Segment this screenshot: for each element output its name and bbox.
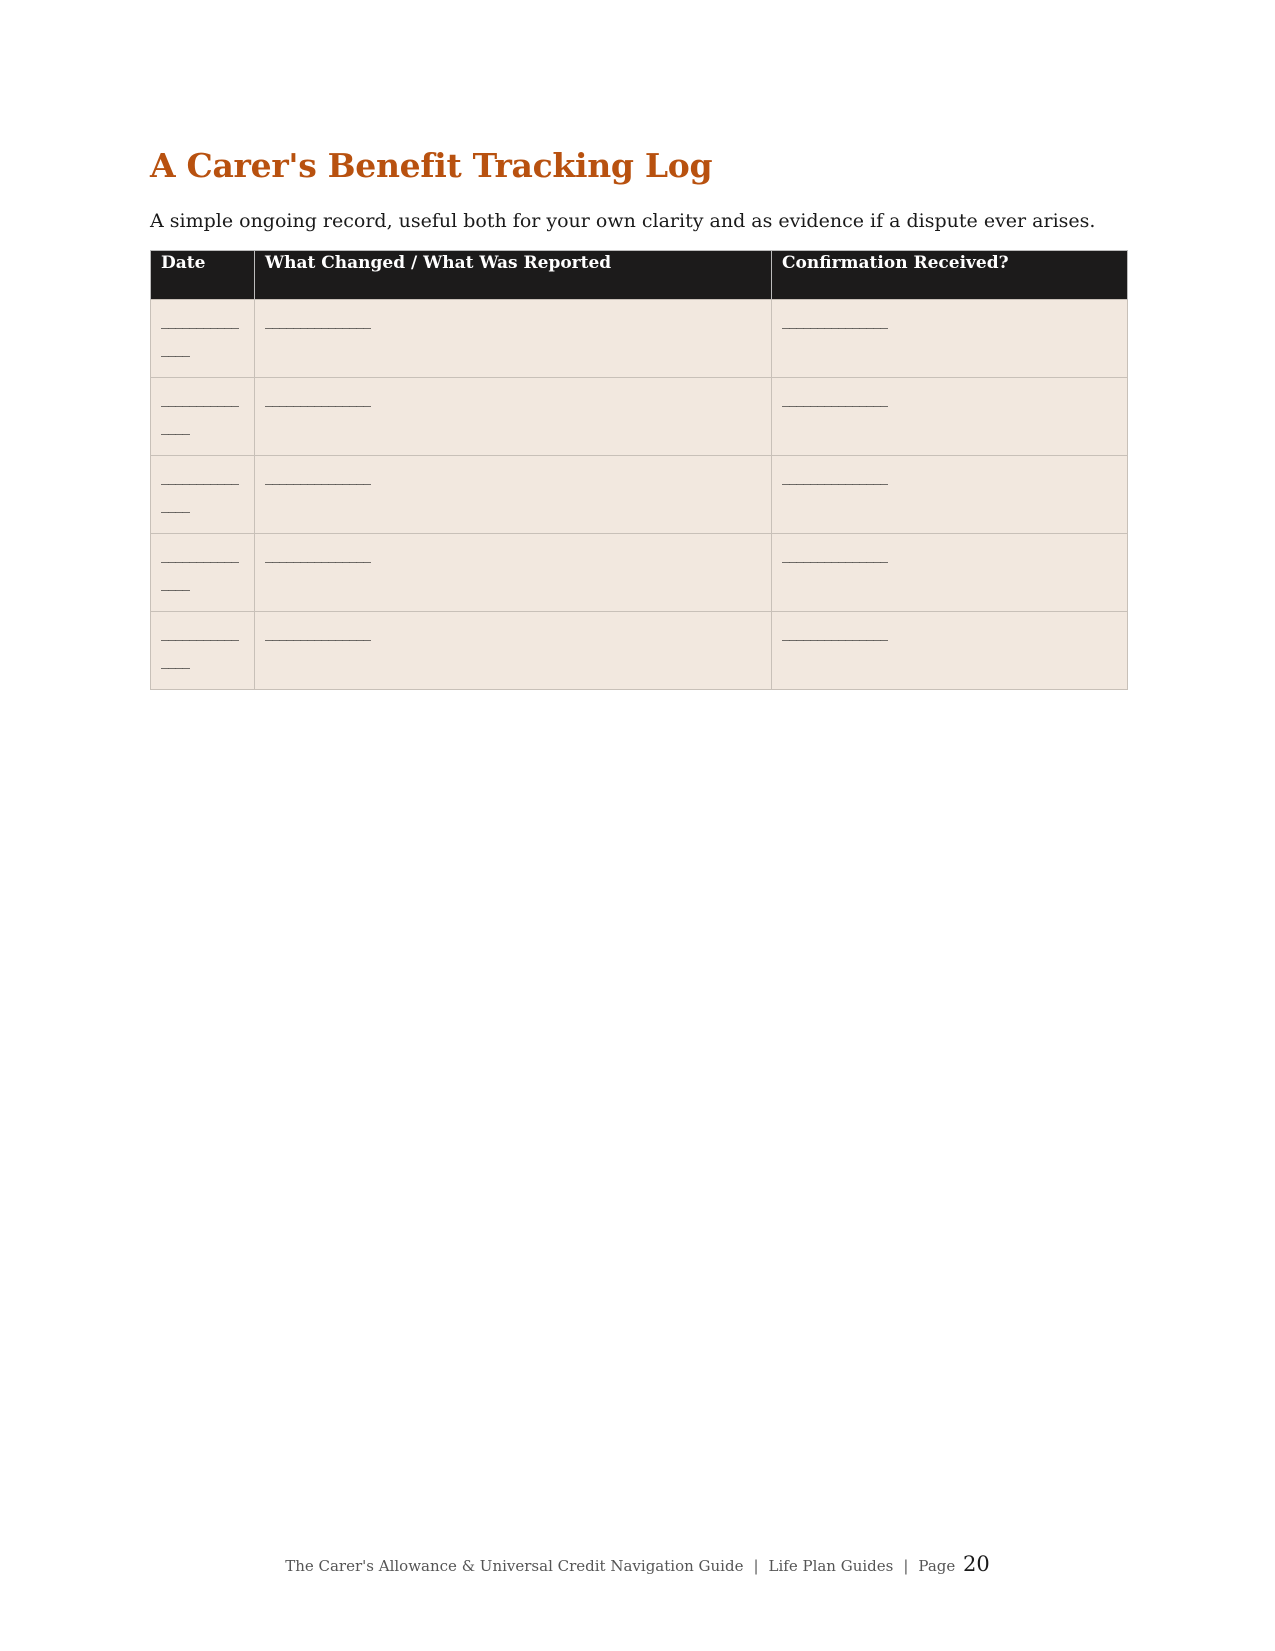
footer-publisher: Life Plan Guides — [768, 1557, 894, 1575]
table-row — [151, 378, 1128, 456]
confirmation-cell — [772, 534, 1128, 612]
blank-line: _______________ — [161, 310, 238, 357]
confirmation-cell — [772, 612, 1128, 690]
date-cell — [151, 534, 255, 612]
page-number: 20 — [963, 1552, 990, 1576]
table-row — [151, 612, 1128, 690]
blank-line: _______________ — [161, 544, 238, 591]
confirmation-cell — [772, 456, 1128, 534]
blank-line: _______________ — [265, 388, 370, 407]
blank-line: _______________ — [782, 622, 887, 641]
blank-line: _______________ — [265, 544, 370, 563]
blank-line: _______________ — [265, 466, 370, 485]
page-title: A Carer's Benefit Tracking Log — [150, 146, 713, 185]
what-changed-cell — [255, 534, 772, 612]
blank-line: _______________ — [161, 466, 238, 513]
blank-line: _______________ — [782, 466, 887, 485]
blank-line: _______________ — [265, 622, 370, 641]
date-cell — [151, 378, 255, 456]
column-header-confirmation: Confirmation Received? — [772, 251, 1128, 300]
footer-guide-title: The Carer's Allowance & Universal Credit Navigation Guide — [285, 1557, 744, 1575]
date-cell — [151, 612, 255, 690]
table-row — [151, 534, 1128, 612]
table-header — [151, 251, 1128, 300]
blank-line: _______________ — [161, 388, 238, 435]
column-header-what-changed: What Changed / What Was Reported — [255, 251, 772, 300]
what-changed-cell — [255, 456, 772, 534]
what-changed-cell — [255, 300, 772, 378]
blank-line: _______________ — [265, 310, 370, 329]
table-row — [151, 456, 1128, 534]
footer-page-label: Page — [918, 1557, 956, 1575]
footer-separator: | — [903, 1557, 909, 1575]
confirmation-cell — [772, 300, 1128, 378]
confirmation-cell — [772, 378, 1128, 456]
table-body — [151, 300, 1128, 690]
blank-line: _______________ — [782, 544, 887, 563]
what-changed-cell — [255, 378, 772, 456]
column-header-date: Date — [151, 251, 255, 300]
table-row — [151, 300, 1128, 378]
blank-line: _______________ — [161, 622, 238, 669]
what-changed-cell — [255, 612, 772, 690]
header-row — [151, 251, 1128, 300]
date-cell — [151, 456, 255, 534]
blank-line: _______________ — [782, 310, 887, 329]
intro-paragraph: A simple ongoing record, useful both for your own clarity and as evidence if a dispute ever arises. — [150, 210, 1096, 232]
benefit-tracking-table — [150, 250, 1128, 690]
footer-separator: | — [753, 1557, 759, 1575]
page-footer — [0, 1552, 1275, 1576]
date-cell — [151, 300, 255, 378]
blank-line: _______________ — [782, 388, 887, 407]
